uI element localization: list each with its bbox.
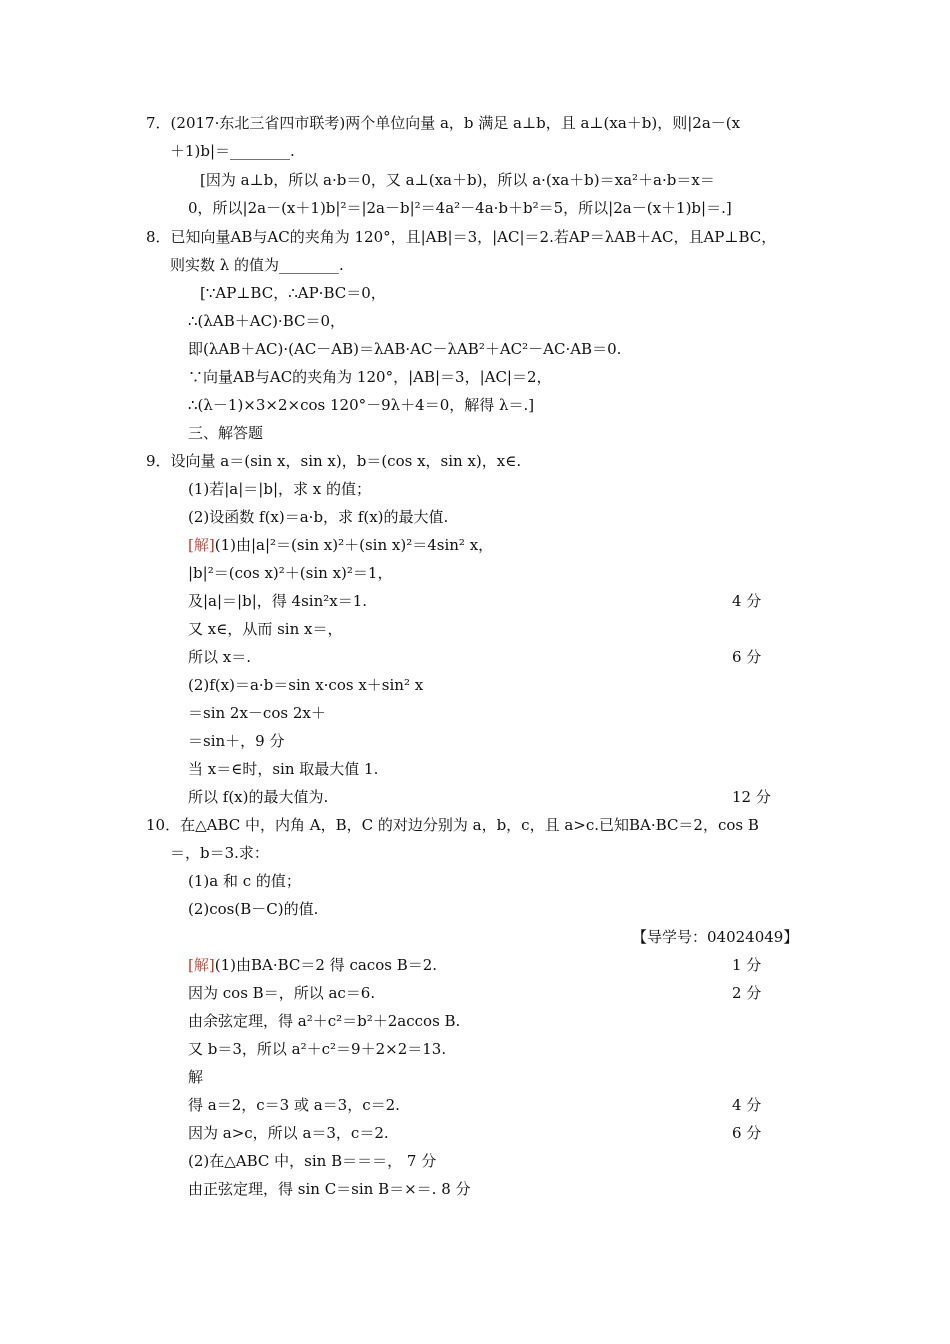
text-line: 又 x∈，从而 sin x＝， — [188, 620, 343, 638]
line-text: (1)由|a|²＝(sin x)²＋(sin x)²＝4sin² x， — [214, 536, 494, 554]
text-line: (1)若|a|＝|b|，求 x 的值； — [188, 480, 372, 498]
text-line: 及|a|＝|b|，得 4sin²x＝1. — [188, 592, 368, 610]
score-marker: 4 分 — [732, 592, 762, 610]
text-line: 又 b＝3，所以 a²＋c²＝9＋2×2＝13. — [188, 1040, 447, 1058]
text-line: 所以 f(x)的最大值为. — [188, 788, 329, 806]
text-line — [188, 535, 493, 555]
score-marker: 4 分 — [732, 1096, 762, 1114]
text-line: 所以 x＝. — [188, 648, 251, 666]
text-line: (2)f(x)＝a·b＝sin x·cos x＋sin² x — [188, 676, 424, 694]
text-line: |b|²＝(cos x)²＋(sin x)²＝1， — [188, 564, 393, 582]
text-line: 10．在△ABC 中，内角 A，B，C 的对边分别为 a，b，c，且 a>c.已知BA·BC＝2，cos B — [146, 816, 759, 834]
text-line: 7．(2017·东北三省四市联考)两个单位向量 a，b 满足 a⊥b，且 a⊥(xa＋b)，则|2a－(x — [146, 114, 741, 132]
text-line: ＝，b＝3.求： — [170, 844, 269, 862]
text-line: 由正弦定理，得 sin C＝sin B＝×＝. 8 分 — [188, 1180, 471, 1198]
score-marker: 12 分 — [732, 788, 771, 806]
text-line: ∴(λ－1)×3×2×cos 120°－9λ＋4＝0，解得 λ＝.] — [188, 396, 535, 414]
text-line: 得 a＝2，c＝3 或 a＝3，c＝2. — [188, 1096, 400, 1114]
score-marker: 6 分 — [732, 1124, 762, 1142]
text-line: 当 x＝∈时，sin 取最大值 1. — [188, 760, 379, 778]
text-line: ＋1)b|＝________. — [170, 142, 295, 160]
text-line: 则实数 λ 的值为________. — [170, 256, 344, 274]
score-marker: 1 分 — [732, 956, 762, 974]
text-line: (2)cos(B－C)的值. — [188, 900, 319, 918]
text-line: ＝sin 2x－cos 2x＋ — [188, 704, 326, 722]
line-text: (1)由BA·BC＝2 得 cacos B＝2. — [214, 956, 438, 974]
text-line: 解 — [188, 1068, 204, 1086]
text-line: 【导学号：04024049】 — [632, 928, 799, 946]
text-line: [因为 a⊥b，所以 a·b＝0，又 a⊥(xa＋b)，所以 a·(xa＋b)＝xa²＋a·b＝x＝ — [200, 171, 715, 189]
text-line: (2)设函数 f(x)＝a·b，求 f(x)的最大值. — [188, 508, 449, 526]
score-marker: 2 分 — [732, 984, 762, 1002]
text-line: 0，所以|2a－(x＋1)b|²＝|2a－b|²＝4a²－4a·b＋b²＝5，所以|2a－(x＋1)b|＝.] — [188, 199, 732, 217]
score-marker: 6 分 — [732, 648, 762, 666]
text-line — [188, 955, 437, 975]
text-line: 由余弦定理，得 a²＋c²＝b²＋2accos B. — [188, 1012, 461, 1030]
text-line: 三、解答题 — [188, 424, 264, 442]
text-line: 因为 a>c，所以 a＝3，c＝2. — [188, 1124, 389, 1142]
text-line: (1)a 和 c 的值； — [188, 872, 301, 890]
text-line: ＝sin＋，9 分 — [188, 732, 285, 750]
text-line: ∵向量AB与AC的夹角为 120°，|AB|＝3，|AC|＝2， — [188, 368, 552, 386]
text-line: [∵AP⊥BC，∴AP·BC＝0， — [200, 284, 386, 302]
text-line: 9．设向量 a＝(sin x，sin x)，b＝(cos x，sin x)，x∈. — [146, 452, 522, 470]
solution-marker: [解] — [188, 536, 215, 554]
text-line: (2)在△ABC 中，sin B＝＝＝， 7 分 — [188, 1152, 437, 1170]
text-line: 因为 cos B＝，所以 ac＝6. — [188, 984, 376, 1002]
text-line: 8．已知向量AB与AC的夹角为 120°，且|AB|＝3，|AC|＝2.若AP＝λAB＋AC，且AP⊥BC， — [146, 228, 777, 246]
text-line: ∴(λAB＋AC)·BC＝0， — [188, 312, 346, 330]
solution-marker: [解] — [188, 956, 215, 974]
text-line: 即(λAB＋AC)·(AC－AB)＝λAB·AC－λAB²＋AC²－AC·AB＝0. — [188, 340, 622, 358]
